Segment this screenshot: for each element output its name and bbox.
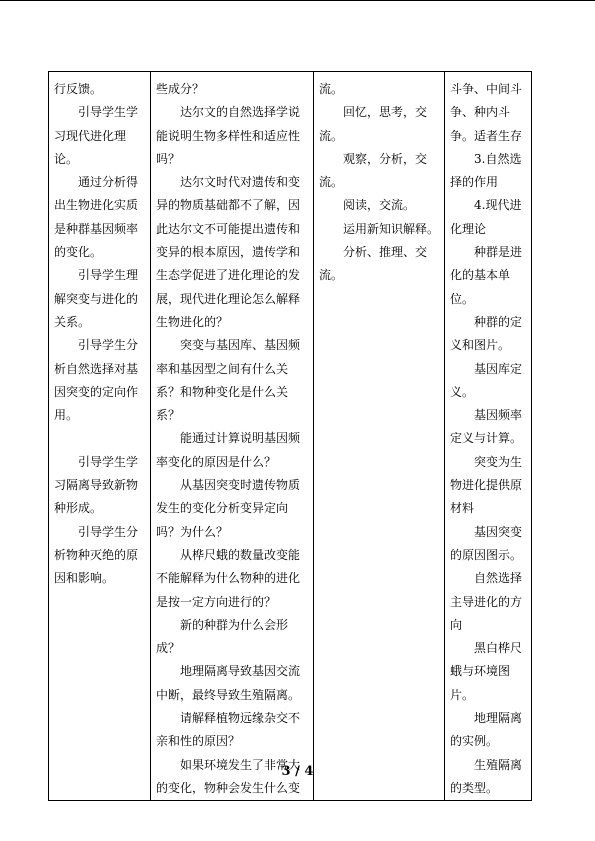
teacher-activity-cell [49,72,151,801]
content-text: 地理隔离的实例。 [450,711,523,749]
content-text: 基因突变的原因图示。 [450,524,523,562]
question-text: 从桦尺蛾的数量改变能不能解释为什么物种的进化是按一定方向进行的？ [156,547,301,609]
table-row [49,72,532,801]
lesson-plan-table [48,71,532,801]
question-text: 从基因突变时遗传物质发生的变化分析变异定向吗？为什么？ [156,478,301,539]
student-activity-text: 流。 [319,82,344,96]
question-text: 如果环境发生了非常大的变化，物种会发生什么变 [156,757,301,795]
content-text: 种群的定义和图片。 [450,314,523,353]
content-text: 黑白桦尺蛾与环境图片。 [450,641,523,702]
question-text: 达尔文的自然选择学说能说明生物多样性和适应性吗？ [156,105,301,166]
teacher-activity-text: 引导学生理解突变与进化的关系。 [54,268,139,329]
student-activity-text: 观察，分析，交流。 [319,151,428,190]
content-text: 基因频率定义与计算。 [450,408,523,446]
content-cell [445,72,532,801]
teacher-activity-text: 引导学生分析自然选择对基因突变的定向作用。 [54,338,139,423]
content-text: 种群是进化的基本单位。 [450,245,523,306]
content-text: 斗争、中间斗争、种内斗争。适者生存 [450,82,523,143]
teacher-activity-text: 引导学生学习隔离导致新物种形成。 [54,454,139,516]
content-text: 自然选择主导进化的方向 [450,571,523,632]
teacher-activity-text: 引导学生分析物种灭绝的原因和影响。 [54,524,139,586]
content-text: 基因库定义。 [450,361,523,399]
header-rule [0,0,595,1]
content-text: 3.自然选择的作用 [450,151,522,190]
content-text: 突变为生物进化提供原材料 [450,454,523,516]
content-text: 生殖隔离的类型。 [450,757,523,795]
teacher-activity-text: 行反馈。 [54,82,103,96]
student-activity-text: 运用新知识解释。 [343,221,440,236]
question-text: 能通过计算说明基因频率变化的原因是什么？ [156,431,301,469]
question-text: 请解释植物远缘杂交不亲和性的原因？ [156,711,301,749]
question-text: 新的种群为什么会形成？ [156,617,289,656]
question-text: 突变与基因库、基因频率和基因型之间有什么关系？和物种变化是什么关系？ [156,338,301,423]
student-activity-text: 阅读，交流。 [343,198,416,213]
question-text: 些成分？ [156,82,205,96]
question-cell [151,72,314,801]
student-activity-text: 回忆，思考，交流。 [319,105,428,143]
teacher-activity-text: 通过分析得出生物进化实质是种群基因频率的变化。 [54,175,139,260]
page-number: 3 / 4 [281,764,314,779]
student-activity-cell [314,72,445,801]
student-activity-text: 分析、推理、交流。 [319,245,428,283]
content-text: 4.现代进化理论 [450,198,522,236]
question-text: 达尔文时代对遗传和变异的物质基础都不了解，因此达尔文不可能提出遗传和变异的根本原因，遗传学和生态学促进了进化理论的发展，现代进化理论怎么解释生物进化的？ [156,175,301,329]
question-text: 地理隔离导致基因交流中断，最终导致生殖隔离。 [156,664,301,702]
teacher-activity-text: 引导学生学习现代进化理论。 [54,105,139,166]
